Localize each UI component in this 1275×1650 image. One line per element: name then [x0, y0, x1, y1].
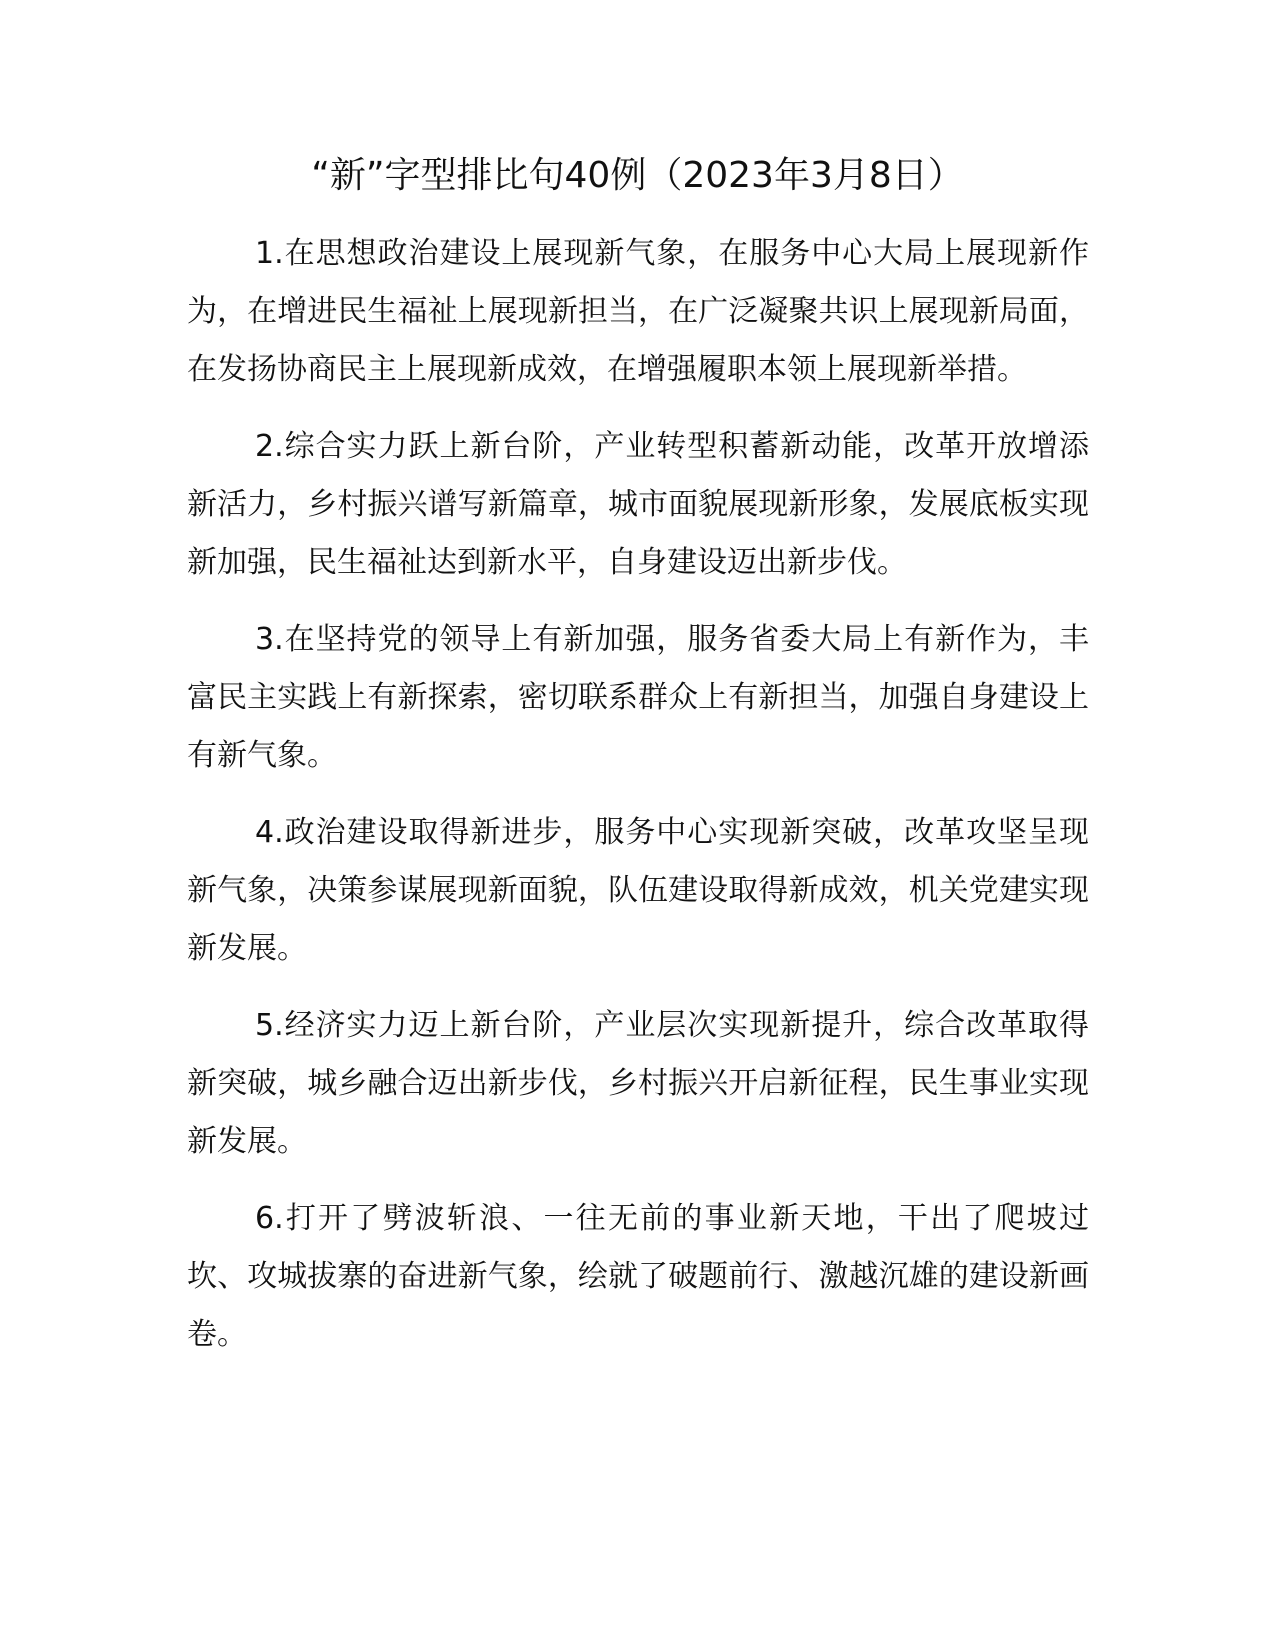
document-body [187, 225, 1089, 1383]
paragraph-6: 6.打开了劈波斩浪、一往无前的事业新天地，干出了爬坡过坎、攻城拔寨的奋进新气象，绘就了破题前行、激越沉雄的建设新画卷。 [187, 1201, 1089, 1352]
paragraph-5: 5.经济实力迈上新台阶，产业层次实现新提升，综合改革取得新突破，城乡融合迈出新步伐，乡村振兴开启新征程，民生事业实现新发展。 [187, 1008, 1089, 1159]
paragraph-2: 2.综合实力跃上新台阶，产业转型积蓄新动能，改革开放增添新活力，乡村振兴谱写新篇章，城市面貌展现新形象，发展底板实现新加强，民生福祉达到新水平，自身建设迈出新步伐。 [187, 429, 1089, 580]
document-title: “新”字型排比句40例（2023年3月8日） [311, 155, 964, 196]
paragraph-3: 3.在坚持党的领导上有新加强，服务省委大局上有新作为，丰富民主实践上有新探索，密切联系群众上有新担当，加强自身建设上有新气象。 [187, 622, 1089, 773]
paragraph-1: 1.在思想政治建设上展现新气象，在服务中心大局上展现新作为，在增进民生福祉上展现新担当，在广泛凝聚共识上展现新局面，在发扬协商民主上展现新成效，在增强履职本领上展现新举措。 [187, 236, 1089, 387]
paragraph-4: 4.政治建设取得新进步，服务中心实现新突破，改革攻坚呈现新气象，决策参谋展现新面貌，队伍建设取得新成效，机关党建实现新发展。 [187, 815, 1089, 966]
